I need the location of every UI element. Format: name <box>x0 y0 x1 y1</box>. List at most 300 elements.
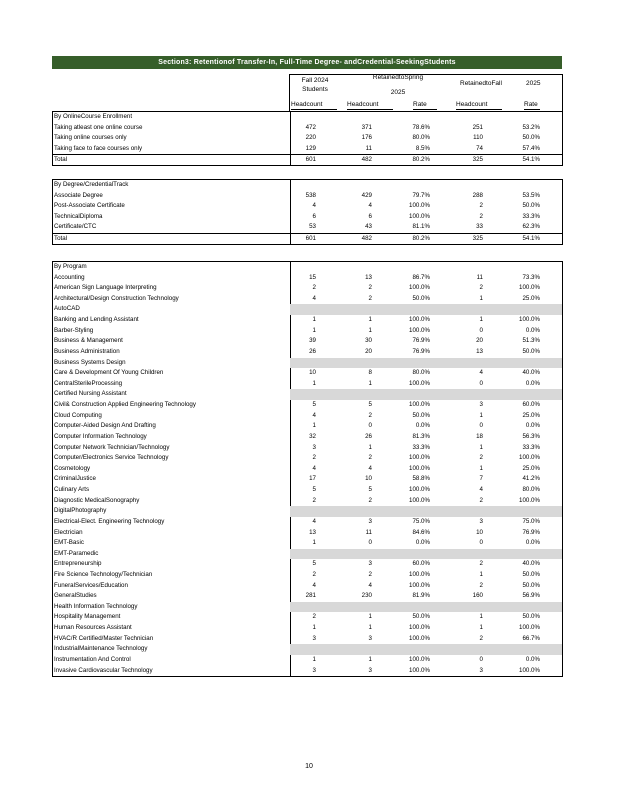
cell-c: 86.7% <box>412 273 430 281</box>
cell-c: 100.0% <box>409 624 430 632</box>
table-row <box>53 506 562 517</box>
table-row <box>53 602 562 613</box>
cell-a: 2 <box>312 496 316 504</box>
cell-a: 15 <box>309 273 316 281</box>
cell-b: 1 <box>368 655 372 663</box>
header-underline <box>347 109 393 110</box>
cell-b: 3 <box>368 517 372 525</box>
cell-a: 6 <box>312 212 316 220</box>
cell-a: 5 <box>312 560 316 568</box>
table-row <box>53 474 562 485</box>
cell-b: 1 <box>368 316 372 324</box>
row-label: Business Administration <box>54 347 120 355</box>
cell-d: 325 <box>472 156 483 164</box>
cell-d: 74 <box>476 144 483 152</box>
cell-d: 33 <box>476 223 483 231</box>
cell-c: 81.1% <box>412 223 430 231</box>
fall2025-header <box>456 79 560 88</box>
cell-c: 100.0% <box>409 316 430 324</box>
table-row <box>53 538 562 549</box>
cell-a: 1 <box>312 539 316 547</box>
cell-d: 7 <box>479 475 483 483</box>
cell-c: 100.0% <box>409 486 430 494</box>
cell-a: 1 <box>312 624 316 632</box>
cell-e: 54.1% <box>522 235 540 243</box>
cell-e: 60.0% <box>522 401 540 409</box>
row-label: Cosmetology <box>54 464 91 472</box>
cell-b: 2 <box>368 454 372 462</box>
cell-b: 371 <box>361 123 372 131</box>
cell-d: 0 <box>479 422 483 430</box>
table-row <box>53 273 562 284</box>
row-label: Electrical-Elect. Engineering Technology <box>54 517 165 525</box>
cell-b: 43 <box>365 223 372 231</box>
cell-b: 6 <box>368 212 372 220</box>
cell-b: 5 <box>368 486 372 494</box>
cell-e: 50.0% <box>522 613 540 621</box>
cell-d: 0 <box>479 655 483 663</box>
fall2024-header <box>290 76 340 94</box>
section-banner: Section3: Retentionof Transfer-In, Full-Time Degree- andCredential-SeekingStudents <box>52 56 562 69</box>
cell-c: 100.0% <box>409 401 430 409</box>
row-label: Certified Nursing Assistant <box>54 390 127 398</box>
hc-header-1: Headcount <box>291 101 323 108</box>
row-label: Electrician <box>54 528 83 536</box>
row-label: Fire Science Technology/Technician <box>54 570 153 578</box>
header-underline <box>456 109 502 110</box>
row-label: Computer Network Technician/Technology <box>54 443 170 451</box>
row-label: Business Systems Design <box>54 358 126 366</box>
row-label: Taking online courses only <box>54 134 127 142</box>
rate-header-2: Rate <box>524 101 538 108</box>
cell-a: 3 <box>312 666 316 674</box>
cell-e: 53.2% <box>522 123 540 131</box>
cell-b: 230 <box>361 592 372 600</box>
cell-a: 17 <box>309 475 316 483</box>
row-label: Computer/Electronics Service Technology <box>54 454 169 462</box>
table-row <box>53 294 562 305</box>
table-row <box>53 389 562 400</box>
cell-c: 80.2% <box>412 156 430 164</box>
cell-d: 3 <box>479 666 483 674</box>
table-row <box>53 133 562 144</box>
cell-c: 100.0% <box>409 464 430 472</box>
spring-header <box>343 73 453 97</box>
table-row <box>53 644 562 655</box>
fall2024-header-line1: Fall 2024 <box>301 77 329 84</box>
cell-b: 1 <box>368 443 372 451</box>
table-row <box>53 612 562 623</box>
table-section <box>52 179 563 245</box>
table-row <box>53 123 562 134</box>
table-row <box>53 400 562 411</box>
cell-e: 73.3% <box>522 273 540 281</box>
row-label: American Sign Language Interpreting <box>54 284 157 292</box>
cell-b: 4 <box>368 464 372 472</box>
cell-c: 78.6% <box>412 123 430 131</box>
fall2025-header-year: 2025 <box>526 80 541 87</box>
cell-d: 2 <box>479 454 483 462</box>
cell-b: 1 <box>368 624 372 632</box>
cell-b: 5 <box>368 401 372 409</box>
cell-c: 33.3% <box>412 443 430 451</box>
cell-d: 288 <box>472 191 483 199</box>
cell-e: 0.0% <box>525 379 540 387</box>
cell-c: 100.0% <box>409 212 430 220</box>
cell-e: 54.1% <box>522 156 540 164</box>
table-row <box>53 144 562 155</box>
cell-e: 100.0% <box>519 496 540 504</box>
section-title-label: By Degree/CredentialTrack <box>54 181 129 188</box>
cell-a: 4 <box>312 294 316 302</box>
cell-e: 51.3% <box>522 337 540 345</box>
cell-e: 0.0% <box>525 422 540 430</box>
row-label: Associate Degree <box>54 191 103 199</box>
cell-a: 4 <box>312 202 316 210</box>
cell-b: 20 <box>365 347 372 355</box>
row-label: DigitalPhotography <box>54 507 107 515</box>
row-label: Instrumentation And Control <box>54 655 131 663</box>
table-section <box>52 111 563 166</box>
cell-b: 429 <box>361 191 372 199</box>
cell-d: 2 <box>479 202 483 210</box>
cell-c: 50.0% <box>412 294 430 302</box>
row-label: Taking face to face courses only <box>54 144 143 152</box>
cell-d: 1 <box>479 464 483 472</box>
row-label: Hospitality Management <box>54 613 121 621</box>
cell-d: 2 <box>479 581 483 589</box>
cell-a: 220 <box>305 134 316 142</box>
cell-d: 4 <box>479 369 483 377</box>
cell-e: 75.0% <box>522 517 540 525</box>
cell-b: 11 <box>365 528 372 536</box>
cell-e: 41.2% <box>522 475 540 483</box>
cell-a: 39 <box>309 337 316 345</box>
cell-d: 13 <box>476 347 483 355</box>
hc-header-2: Headcount <box>347 101 379 108</box>
header-underline <box>291 109 337 110</box>
cell-a: 53 <box>309 223 316 231</box>
cell-c: 0.0% <box>415 539 430 547</box>
total-row <box>53 233 562 245</box>
cell-b: 3 <box>368 634 372 642</box>
row-label: EMT-Paramedic <box>54 549 99 557</box>
table-row <box>53 634 562 645</box>
row-label: IndustrialMaintenance Technology <box>54 645 148 653</box>
section-title-label: By OnlineCourse Enrollment <box>54 113 133 120</box>
row-label: Civil& Construction Applied Engineering Technology <box>54 401 196 409</box>
cell-b: 1 <box>368 379 372 387</box>
cell-c: 79.7% <box>412 191 430 199</box>
fall2025-header-label: RetainedtoFall <box>460 80 502 87</box>
no-data-shading <box>290 506 562 517</box>
cell-b: 2 <box>368 496 372 504</box>
cell-a: 1 <box>312 655 316 663</box>
table-section <box>52 261 563 677</box>
cell-d: 2 <box>479 560 483 568</box>
cell-e: 0.0% <box>525 539 540 547</box>
table-row <box>53 315 562 326</box>
table-row <box>53 368 562 379</box>
cell-e: 100.0% <box>519 316 540 324</box>
page-number: 10 <box>305 763 313 770</box>
cell-b: 3 <box>368 560 372 568</box>
cell-e: 0.0% <box>525 655 540 663</box>
row-label: Total <box>54 156 68 164</box>
cell-c: 76.9% <box>412 347 430 355</box>
cell-b: 2 <box>368 570 372 578</box>
table-row <box>53 623 562 634</box>
rate-header-1: Rate <box>413 101 427 108</box>
row-label: AutoCAD <box>54 305 80 313</box>
cell-c: 100.0% <box>409 655 430 663</box>
cell-b: 0 <box>368 422 372 430</box>
no-data-shading <box>290 358 562 369</box>
cell-d: 4 <box>479 486 483 494</box>
header-underline <box>524 109 540 110</box>
cell-d: 2 <box>479 634 483 642</box>
fall2024-header-line2: Students <box>302 86 328 93</box>
cell-d: 20 <box>476 337 483 345</box>
cell-d: 251 <box>472 123 483 131</box>
cell-b: 176 <box>361 134 372 142</box>
table-row <box>53 411 562 422</box>
table-row <box>53 283 562 294</box>
cell-b: 26 <box>365 432 372 440</box>
cell-e: 0.0% <box>525 326 540 334</box>
cell-b: 0 <box>368 539 372 547</box>
cell-d: 325 <box>472 235 483 243</box>
cell-c: 76.9% <box>412 337 430 345</box>
row-label: Certificate/CTC <box>54 223 97 231</box>
cell-c: 50.0% <box>412 411 430 419</box>
cell-d: 110 <box>473 134 483 142</box>
cell-a: 2 <box>312 613 316 621</box>
row-label: Architectural/Design Construction Technology <box>54 294 179 302</box>
cell-a: 26 <box>309 347 316 355</box>
cell-d: 2 <box>479 284 483 292</box>
cell-c: 100.0% <box>409 570 430 578</box>
cell-c: 80.0% <box>412 134 430 142</box>
table-row <box>53 347 562 358</box>
table-row <box>53 304 562 315</box>
cell-a: 281 <box>305 592 316 600</box>
cell-c: 100.0% <box>409 496 430 504</box>
cell-c: 8.5% <box>415 144 430 152</box>
cell-d: 11 <box>476 273 483 281</box>
row-label: Computer Information Technology <box>54 432 147 440</box>
table-row <box>53 201 562 212</box>
row-label: Business & Management <box>54 337 123 345</box>
cell-d: 0 <box>479 539 483 547</box>
cell-c: 100.0% <box>409 581 430 589</box>
cell-d: 3 <box>479 401 483 409</box>
cell-a: 4 <box>312 517 316 525</box>
cell-a: 472 <box>305 123 316 131</box>
cell-d: 1 <box>479 411 483 419</box>
table-row <box>53 591 562 602</box>
cell-e: 33.3% <box>522 212 540 220</box>
cell-e: 50.0% <box>522 347 540 355</box>
spring-header-line2: 2025 <box>390 89 406 96</box>
cell-d: 2 <box>479 496 483 504</box>
cell-d: 0 <box>479 379 483 387</box>
cell-a: 601 <box>305 156 316 164</box>
row-label: CentralSterileProcessing <box>54 379 123 387</box>
row-label: Barber-Styling <box>54 326 94 334</box>
cell-c: 80.0% <box>412 369 430 377</box>
cell-d: 2 <box>479 212 483 220</box>
cell-b: 3 <box>368 666 372 674</box>
table-row <box>53 549 562 560</box>
cell-a: 601 <box>305 235 316 243</box>
table-row <box>53 453 562 464</box>
table-row <box>53 464 562 475</box>
section-title-label: By Program <box>54 263 87 270</box>
table-row <box>53 443 562 454</box>
table-row <box>53 655 562 666</box>
cell-c: 60.0% <box>412 560 430 568</box>
row-label: Post-Associate Certificate <box>54 202 125 210</box>
row-label: Total <box>54 235 68 243</box>
cell-d: 1 <box>479 294 483 302</box>
cell-e: 50.0% <box>522 134 540 142</box>
row-label: CriminalJustice <box>54 475 96 483</box>
cell-c: 80.2% <box>412 235 430 243</box>
cell-b: 1 <box>368 613 372 621</box>
cell-a: 3 <box>312 443 316 451</box>
table-row <box>53 517 562 528</box>
cell-e: 57.4% <box>522 144 540 152</box>
cell-a: 4 <box>312 464 316 472</box>
cell-d: 1 <box>479 443 483 451</box>
cell-e: 33.3% <box>522 443 540 451</box>
table-row <box>53 528 562 539</box>
row-label: Computer-Aided Design And Drafting <box>54 422 156 430</box>
table-row <box>53 666 562 677</box>
cell-e: 40.0% <box>522 560 540 568</box>
section-title <box>53 262 562 273</box>
cell-c: 75.0% <box>412 517 430 525</box>
row-label: Human Resources Assistant <box>54 624 132 632</box>
no-data-shading <box>290 549 562 560</box>
cell-a: 4 <box>312 581 316 589</box>
table-row <box>53 222 562 233</box>
cell-c: 100.0% <box>409 202 430 210</box>
cell-a: 10 <box>309 369 316 377</box>
table-row <box>53 358 562 369</box>
no-data-shading <box>290 602 562 613</box>
no-data-shading <box>290 644 562 655</box>
cell-c: 58.8% <box>412 475 430 483</box>
row-label: Diagnostic MedicalSonography <box>54 496 140 504</box>
cell-c: 100.0% <box>409 634 430 642</box>
cell-e: 100.0% <box>519 624 540 632</box>
section-title <box>53 180 562 191</box>
spring-header-line1: RetainedtoSpring <box>372 74 424 81</box>
cell-a: 1 <box>312 316 316 324</box>
cell-b: 2 <box>368 411 372 419</box>
cell-d: 3 <box>479 517 483 525</box>
table-row <box>53 432 562 443</box>
table-row <box>53 379 562 390</box>
table-row <box>53 581 562 592</box>
row-label: Entrepreneurship <box>54 560 102 568</box>
cell-c: 100.0% <box>409 284 430 292</box>
cell-e: 40.0% <box>522 369 540 377</box>
cell-e: 100.0% <box>519 666 540 674</box>
cell-a: 4 <box>312 411 316 419</box>
cell-e: 50.0% <box>522 202 540 210</box>
table-row <box>53 326 562 337</box>
row-label: Culinary Arts <box>54 486 90 494</box>
cell-c: 100.0% <box>409 379 430 387</box>
cell-a: 1 <box>312 422 316 430</box>
table-row <box>53 496 562 507</box>
cell-a: 1 <box>312 379 316 387</box>
cell-e: 62.3% <box>522 223 540 231</box>
table-row <box>53 191 562 202</box>
cell-e: 25.0% <box>522 464 540 472</box>
row-label: GeneralStudies <box>54 592 97 600</box>
cell-d: 1 <box>479 613 483 621</box>
cell-d: 160 <box>472 592 483 600</box>
cell-a: 3 <box>312 634 316 642</box>
section-title <box>53 112 562 123</box>
row-label: HVAC/R Certified/Master Technician <box>54 634 154 642</box>
cell-a: 5 <box>312 401 316 409</box>
cell-a: 2 <box>312 454 316 462</box>
cell-e: 100.0% <box>519 284 540 292</box>
cell-d: 1 <box>479 316 483 324</box>
row-label: Care & Development Of Young Children <box>54 369 164 377</box>
no-data-shading <box>290 304 562 315</box>
row-label: Invasive Cardiovascular Technology <box>54 666 153 674</box>
cell-e: 25.0% <box>522 411 540 419</box>
cell-a: 1 <box>312 326 316 334</box>
cell-b: 30 <box>365 337 372 345</box>
hc-header-3: Headcount <box>456 101 488 108</box>
cell-a: 2 <box>312 284 316 292</box>
cell-c: 100.0% <box>409 666 430 674</box>
cell-b: 8 <box>368 369 372 377</box>
cell-e: 100.0% <box>519 454 540 462</box>
table-row <box>53 559 562 570</box>
cell-d: 1 <box>479 624 483 632</box>
cell-a: 129 <box>305 144 316 152</box>
table-row <box>53 570 562 581</box>
cell-b: 2 <box>368 294 372 302</box>
cell-c: 50.0% <box>412 613 430 621</box>
row-label: Cloud Computing <box>54 411 102 419</box>
cell-e: 66.7% <box>522 634 540 642</box>
cell-e: 53.5% <box>522 191 540 199</box>
row-label: FuneralServices/Education <box>54 581 128 589</box>
cell-b: 2 <box>368 284 372 292</box>
cell-c: 100.0% <box>409 454 430 462</box>
total-row <box>53 154 562 166</box>
cell-c: 81.9% <box>412 592 430 600</box>
cell-d: 18 <box>476 432 483 440</box>
cell-e: 25.0% <box>522 294 540 302</box>
cell-e: 76.9% <box>522 528 540 536</box>
cell-b: 482 <box>361 235 372 243</box>
cell-e: 50.0% <box>522 570 540 578</box>
row-label: TechnicalDiploma <box>54 212 103 220</box>
table-row <box>53 336 562 347</box>
cell-b: 4 <box>368 202 372 210</box>
row-label: Health Information Technology <box>54 602 138 610</box>
